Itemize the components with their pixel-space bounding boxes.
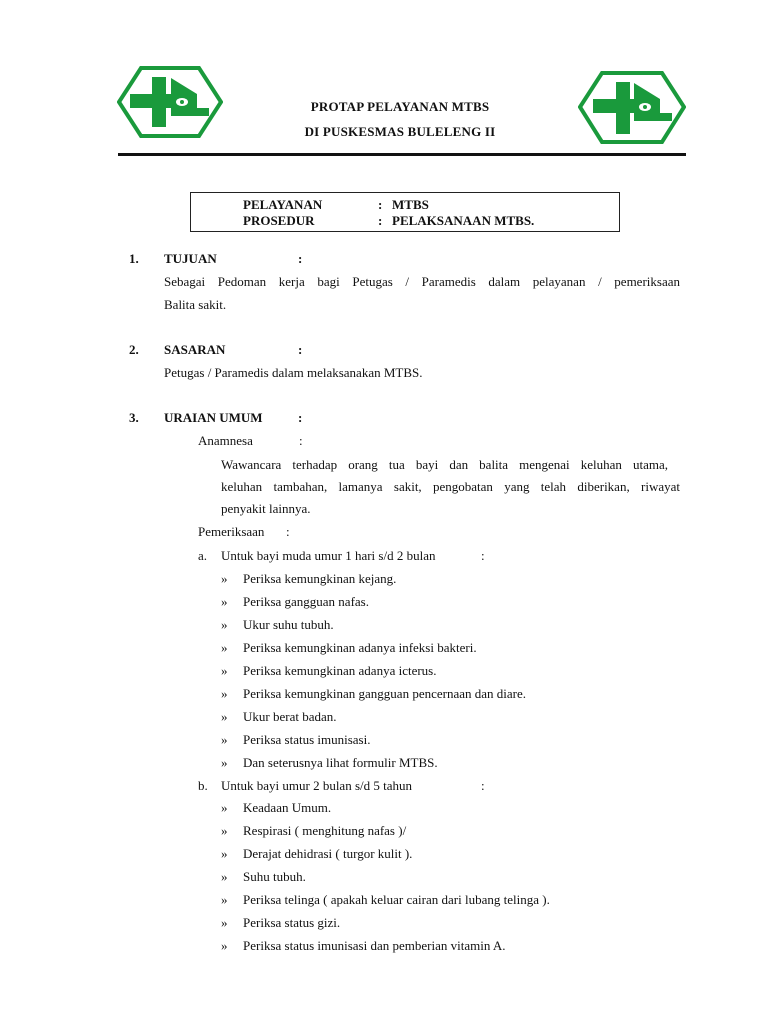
pemeriksaan-label: Pemeriksaan [198,524,265,539]
list-item: Periksa status imunisasi. [243,732,371,747]
list-item: Periksa kemungkinan gangguan pencernaan dan diare. [243,686,527,701]
list-item: Periksa status imunisasi dan pemberian vitamin A. [243,938,506,953]
bullet-chevron: » [221,915,228,930]
info-row-pelayanan: PELAYANAN : MTBS [243,197,429,212]
paragraph-line: Balita sakit. [164,297,227,312]
list-item: Ukur berat badan. [243,709,337,724]
bullet-chevron: » [221,709,228,724]
bullet-chevron: » [221,938,228,953]
bullet-chevron: » [221,755,228,770]
list-item: Periksa kemungkinan adanya icterus. [243,663,437,678]
section-heading: URAIAN UMUM [164,410,263,425]
group-letter: a. [198,548,208,563]
list-item: Respirasi ( menghitung nafas )/ [243,823,407,838]
bullet-chevron: » [221,594,228,609]
procedure-info-box [190,192,620,232]
anamnesa-line: keluhan tambahan, lamanya sakit, pengobatan yang telah diberikan, riwayat [221,479,680,494]
group-label: Untuk bayi muda umur 1 hari s/d 2 bulan [221,548,436,563]
document-subtitle: DI PUSKESMAS BULELENG II [304,124,496,139]
bullet-chevron: » [221,846,228,861]
bullet-chevron: » [221,823,228,838]
bullet-chevron: » [221,869,228,884]
group-label: Untuk bayi umur 2 bulan s/d 5 tahun [221,778,413,793]
list-item: Periksa kemungkinan adanya infeksi bakteri. [243,640,477,655]
header-divider [118,153,686,156]
anamnesa-line: penyakit lainnya. [221,501,311,516]
section-heading: TUJUAN [164,251,217,266]
anamnesa-line: Wawancara terhadap orang tua bayi dan balita mengenai keluhan utama, [221,457,668,472]
bullet-chevron: » [221,732,228,747]
bullet-chevron: » [221,617,228,632]
list-item: Suhu tubuh. [243,869,306,884]
bullet-chevron: » [221,686,228,701]
anamnesa-label: Anamnesa [198,433,253,448]
document-title: PROTAP PELAYANAN MTBS [310,99,490,114]
list-item: Periksa gangguan nafas. [243,594,369,609]
list-item: Periksa status gizi. [243,915,341,930]
pemeriksaan-colon: : [286,524,290,539]
group-colon: : [481,548,485,563]
bullet-chevron: » [221,571,228,586]
list-item: Keadaan Umum. [243,800,332,815]
bullet-chevron: » [221,892,228,907]
bullet-chevron: » [221,640,228,655]
info-row-prosedur: PROSEDUR : PELAKSANAAN MTBS. [243,213,535,228]
section-number: 3. [129,410,139,425]
section-number: 2. [129,342,139,357]
anamnesa-colon: : [299,433,303,448]
list-item: Derajat dehidrasi ( turgor kulit ). [243,846,413,861]
section-colon: : [298,342,303,357]
section-colon: : [298,251,303,266]
section-number: 1. [129,251,139,266]
list-item: Periksa telinga ( apakah keluar cairan dari lubang telinga ). [243,892,550,907]
group-colon: : [481,778,485,793]
paragraph-line: Petugas / Paramedis dalam melaksanakan MTBS. [164,365,423,380]
list-item: Ukur suhu tubuh. [243,617,334,632]
section-heading: SASARAN [164,342,226,357]
list-item: Periksa kemungkinan kejang. [243,571,397,586]
group-letter: b. [198,778,208,793]
section-colon: : [298,410,303,425]
bullet-chevron: » [221,663,228,678]
bullet-chevron: » [221,800,228,815]
paragraph-line: Sebagai Pedoman kerja bagi Petugas / Paramedis dalam pelayanan / pemeriksaan [164,274,680,289]
list-item: Dan seterusnya lihat formulir MTBS. [243,755,438,770]
